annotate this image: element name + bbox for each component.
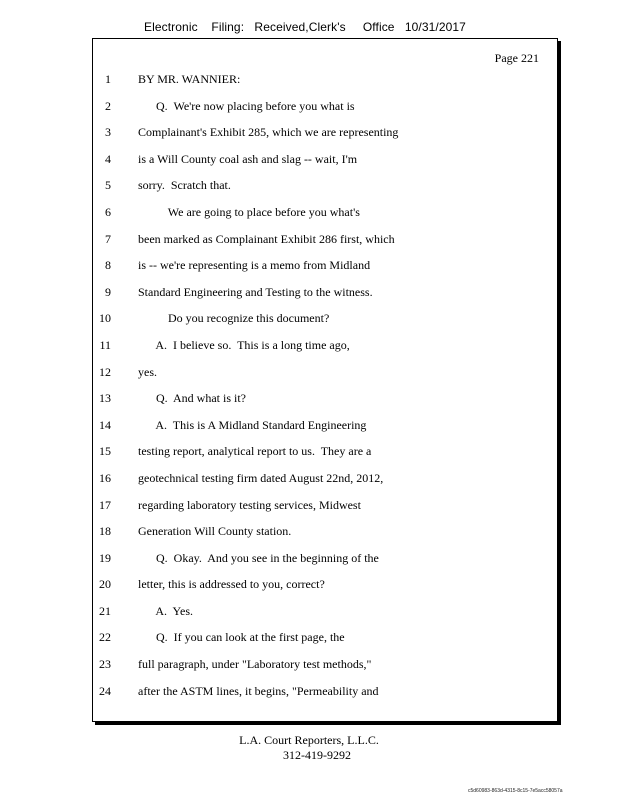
line-text: Generation Will County station. bbox=[138, 524, 292, 539]
line-number: 19 bbox=[99, 550, 111, 565]
transcript-line bbox=[93, 418, 557, 445]
line-text: testing report, analytical report to us. They are a bbox=[138, 444, 372, 459]
line-number: 14 bbox=[99, 417, 111, 432]
line-text: geotechnical testing firm dated August 22nd, 2012, bbox=[138, 470, 384, 485]
line-text: A. I believe so. This is a long time ago, bbox=[138, 337, 350, 352]
line-number: 24 bbox=[99, 683, 111, 698]
line-text: Complainant's Exhibit 285, which we are representing bbox=[138, 125, 399, 140]
line-number: 4 bbox=[105, 151, 111, 166]
transcript-lines bbox=[93, 72, 557, 710]
line-number: 21 bbox=[99, 603, 111, 618]
line-text: Q. And what is it? bbox=[138, 391, 246, 406]
court-reporter-name: L.A. Court Reporters, L.L.C. bbox=[239, 733, 379, 747]
transcript-line bbox=[93, 577, 557, 604]
transcript-line bbox=[93, 258, 557, 285]
line-number: 22 bbox=[99, 630, 111, 645]
transcript-line bbox=[93, 444, 557, 471]
line-number: 6 bbox=[105, 204, 111, 219]
line-text: been marked as Complainant Exhibit 286 first, which bbox=[138, 231, 395, 246]
document-id: c5d60983-863d-4315-8c15-7e5acc58057a bbox=[468, 788, 563, 794]
line-number: 16 bbox=[99, 470, 111, 485]
transcript-page bbox=[92, 38, 558, 722]
line-text: letter, this is addressed to you, correct? bbox=[138, 577, 325, 592]
transcript-line bbox=[93, 205, 557, 232]
transcript-line bbox=[93, 471, 557, 498]
transcript-line bbox=[93, 178, 557, 205]
line-number: 12 bbox=[99, 364, 111, 379]
filing-stamp: Electronic Filing: Received,Clerk's Office 10/31/2017 bbox=[144, 20, 466, 34]
transcript-line bbox=[93, 99, 557, 126]
line-text: is a Will County coal ash and slag -- wait, I'm bbox=[138, 151, 358, 166]
transcript-line bbox=[93, 232, 557, 259]
line-number: 9 bbox=[105, 284, 111, 299]
transcript-line bbox=[93, 498, 557, 525]
transcript-line bbox=[93, 152, 557, 179]
line-text: Q. We're now placing before you what is bbox=[138, 98, 355, 113]
line-number: 11 bbox=[99, 337, 111, 352]
line-text: Q. Okay. And you see in the beginning of the bbox=[138, 550, 379, 565]
transcript-line bbox=[93, 684, 557, 711]
line-number: 23 bbox=[99, 657, 111, 672]
transcript-line bbox=[93, 365, 557, 392]
line-text: Standard Engineering and Testing to the witness. bbox=[138, 284, 373, 299]
transcript-line bbox=[93, 524, 557, 551]
line-number: 18 bbox=[99, 524, 111, 539]
transcript-line bbox=[93, 391, 557, 418]
line-text: after the ASTM lines, it begins, "Permeability and bbox=[138, 683, 379, 698]
line-text: BY MR. WANNIER: bbox=[138, 72, 241, 86]
line-text: is -- we're representing is a memo from Midland bbox=[138, 258, 371, 273]
line-number: 15 bbox=[99, 444, 111, 459]
line-text: Do you recognize this document? bbox=[138, 311, 330, 326]
line-text: regarding laboratory testing services, Midwest bbox=[138, 497, 361, 512]
line-number: 20 bbox=[99, 577, 111, 592]
line-text: full paragraph, under "Laboratory test methods," bbox=[138, 657, 372, 672]
transcript-line bbox=[93, 551, 557, 578]
line-number: 1 bbox=[105, 72, 111, 86]
line-number: 17 bbox=[99, 497, 111, 512]
transcript-line bbox=[93, 338, 557, 365]
line-text: A. This is A Midland Standard Engineering bbox=[138, 417, 367, 432]
transcript-line bbox=[93, 311, 557, 338]
line-number: 5 bbox=[105, 178, 111, 193]
line-number: 13 bbox=[99, 391, 111, 406]
transcript-line bbox=[93, 630, 557, 657]
line-text: yes. bbox=[138, 364, 157, 379]
line-number: 7 bbox=[105, 231, 111, 246]
line-text: sorry. Scratch that. bbox=[138, 178, 231, 193]
transcript-line bbox=[93, 657, 557, 684]
line-number: 2 bbox=[105, 98, 111, 113]
transcript-line bbox=[93, 125, 557, 152]
line-text: Q. If you can look at the first page, the bbox=[138, 630, 345, 645]
line-number: 10 bbox=[99, 311, 111, 326]
transcript-line bbox=[93, 72, 557, 99]
transcript-line bbox=[93, 604, 557, 631]
line-number: 8 bbox=[105, 258, 111, 273]
court-reporter-phone: 312-419-9292 bbox=[283, 748, 351, 762]
line-number: 3 bbox=[105, 125, 111, 140]
page-number: Page 221 bbox=[494, 51, 539, 65]
line-text: We are going to place before you what's bbox=[138, 204, 360, 219]
line-text: A. Yes. bbox=[138, 603, 194, 618]
transcript-line bbox=[93, 285, 557, 312]
